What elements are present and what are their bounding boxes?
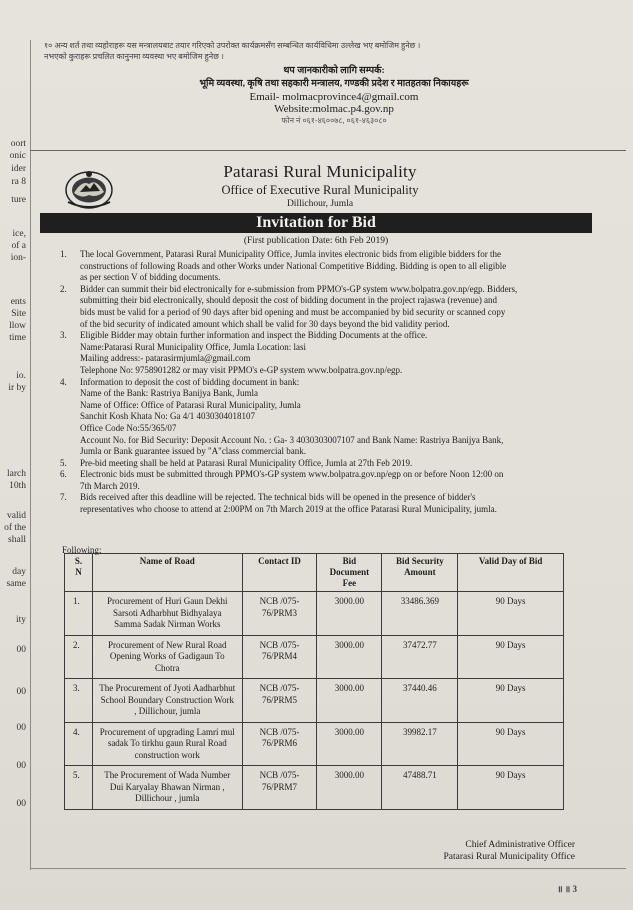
bid-condition-line: Jumla or Bank guarantee issued by "A"class commercial bank.: [80, 446, 307, 457]
bid-condition-item: [60, 469, 580, 492]
adjacent-article-fragment: ider: [11, 164, 26, 174]
bid-condition-line: Bidder can summit their bid electronically for e-submission from PPMO's-GP system www.bolpatra.gov.np/egp. Bidders,: [80, 283, 518, 294]
adjacent-article-fragment: larch: [7, 469, 26, 479]
municipality-title: Patarasi Rural Municipality: [223, 162, 417, 181]
document-fee-cell: 3000.00: [317, 766, 382, 810]
adjacent-article-fragment: day: [12, 567, 26, 577]
contract-id-cell: NCB /075-76/PRM5: [242, 679, 317, 723]
validity-cell: 90 Days: [458, 592, 564, 636]
adjacent-article-fragment: 10th: [9, 481, 26, 491]
road-name-cell: The Procurement of Jyoti Aadharbhut School Boundary Construction Work , Dillichour, jumla: [92, 679, 242, 723]
contract-id-cell: NCB /075-76/PRM3: [242, 592, 317, 636]
bid-table: [64, 553, 564, 810]
validity-cell: 90 Days: [458, 722, 564, 766]
table-row: [65, 679, 564, 723]
bid-condition-line: Telephone No: 9758901282 or may visit PPMO's e-GP system www.bolpatra.gov.np/egp.: [80, 364, 403, 375]
publication-date: (First publication Date: 6th Feb 2019): [243, 236, 389, 246]
bid-condition-line: Account No. for Bid Security: Deposit Account No. : Ga- 3 4030303007107 and Bank Name: Rastriya Banijya Bank,: [80, 434, 504, 445]
adjacent-article-fragment: Site: [11, 309, 26, 319]
nepal-emblem-logo: [64, 168, 114, 210]
office-subtitle: Office of Executive Rural Municipality: [221, 183, 419, 197]
bid-condition-line: The local Government, Patarasi Rural Municipality Office, Jumla invites electronic bids from eligible bidders for the: [80, 249, 501, 259]
bid-security-cell: 47488.71: [382, 766, 458, 810]
adjacent-article-fragment: ity: [15, 615, 26, 625]
notice-phone: फोन नं ०६१-४६००७८, ०६१-४६३०८०: [281, 116, 387, 125]
serial-number-cell: 5.: [65, 766, 93, 810]
page-number: ॥ ॥ 3: [557, 884, 577, 894]
serial-number-cell: 2.: [65, 635, 93, 679]
contract-id-cell: NCB /075-76/PRM4: [242, 635, 317, 679]
notice-email: Email- molmacprovince4@gmail.com: [249, 91, 419, 103]
bid-condition-line: Electronic bids must be submitted through PPMO's-GP system www.bolpatra.gov.np/egp on or before Noon 12:00 on: [80, 469, 504, 480]
notice-ministry-name: भूमि व्यवस्था, कृषि तथा सहकारी मन्त्रालय, गण्डकी प्रदेश र मातहतका निकायहरू: [199, 79, 469, 89]
following-label: Following:: [62, 545, 102, 555]
adjacent-article-fragment: llow: [9, 321, 26, 331]
section-divider: [30, 150, 626, 151]
adjacent-article-fragment: ice,: [12, 229, 26, 239]
document-fee-cell: 3000.00: [317, 635, 382, 679]
table-column-header: S. N: [65, 554, 93, 592]
table-column-header: Bid Document Fee: [317, 554, 382, 592]
serial-number-cell: 4.: [65, 722, 93, 766]
bid-security-cell: 37472.77: [382, 635, 458, 679]
validity-cell: 90 Days: [458, 766, 564, 810]
adjacent-article-fragment: ir by: [8, 383, 26, 393]
adjacent-article-fragment: ion-: [10, 253, 26, 263]
adjacent-article-fragment: of a: [11, 241, 26, 251]
bid-condition-line: as per section V of bidding documents.: [80, 272, 221, 283]
bid-condition-line: Eligible Bidder may obtain further information and inspect the Bidding Documents at the office.: [80, 330, 428, 341]
bid-conditions-list: [60, 249, 580, 516]
column-divider: [30, 40, 31, 870]
bid-condition-item: [60, 249, 580, 284]
bid-condition-line: 7th March 2019.: [80, 480, 140, 491]
adjacent-article-fragment: of the: [4, 523, 26, 533]
bid-condition-number: 6.: [60, 469, 67, 480]
serial-number-cell: 3.: [65, 679, 93, 723]
bid-condition-line: bids must be valid for a period of 90 days after bid opening and must be accompanied by bid security or scanned copy: [80, 306, 506, 317]
adjacent-article-fragment: 00: [16, 723, 26, 733]
table-column-header: Valid Day of Bid: [458, 554, 564, 592]
adjacent-article-fragment: 00: [16, 687, 26, 697]
notice-contact-heading: थप जानकारीको लागि सम्पर्क:: [283, 66, 385, 76]
adjacent-article-fragment: oort: [10, 139, 26, 149]
invitation-banner: Invitation for Bid: [40, 213, 592, 233]
document-fee-cell: 3000.00: [317, 722, 382, 766]
adjacent-article-fragment: ra 8: [11, 177, 26, 187]
bid-condition-item: [60, 377, 580, 458]
contract-id-cell: NCB /075-76/PRM7: [242, 766, 317, 810]
office-header: [160, 162, 480, 209]
bid-condition-number: 3.: [60, 330, 67, 341]
table-column-header: Bid Security Amount: [382, 554, 458, 592]
bid-security-cell: 37440.46: [382, 679, 458, 723]
signatory-title: Chief Administrative Officer: [465, 840, 575, 850]
bid-condition-line: Bids received after this deadline will be rejected. The technical bids will be opened in the presence of bidder's: [80, 492, 476, 503]
table-row: [65, 766, 564, 810]
table-row: [65, 635, 564, 679]
adjacent-article-fragment: same: [6, 579, 26, 589]
adjacent-article-fragment: 00: [16, 645, 26, 655]
bid-condition-number: 5.: [60, 457, 67, 468]
bid-security-cell: 33486.369: [382, 592, 458, 636]
road-name-cell: Procurement of Huri Gaun Dekhi Sarsoti Adharbhut Bidhyalaya Samma Sadak Nirman Works: [92, 592, 242, 636]
bid-condition-line: Office Code No:55/365/07: [80, 422, 177, 433]
bid-condition-line: Name of the Bank: Rastriya Banijya Bank, Jumla: [80, 388, 258, 399]
bid-condition-line: representatives who choose to attend at 2:00PM on 7th March 2019 at the office Patarasi Rural Municipality, jumla.: [80, 504, 497, 515]
bid-condition-item: [60, 330, 580, 376]
bid-condition-line: Name of Office: Office of Patarasi Rural Municipality, Jumla: [80, 399, 301, 410]
bid-condition-number: 2.: [60, 283, 67, 294]
signature-block: [444, 839, 575, 863]
contract-id-cell: NCB /075-76/PRM6: [242, 722, 317, 766]
table-header-row: [65, 554, 564, 592]
bid-condition-line: constructions of following Roads and other Works under National Competitive Bidding. Bidding is open to all eligible: [80, 260, 507, 271]
table-column-header: Name of Road: [92, 554, 242, 592]
bid-condition-line: submitting their bid electronically, should deposit the cost of bidding document in the project rajaswa (revenue) and: [80, 295, 498, 306]
signatory-office: Patarasi Rural Municipality Office: [443, 852, 575, 862]
adjacent-article-fragment: 00: [16, 799, 26, 809]
table-row: [65, 722, 564, 766]
adjacent-article-fragment: ents: [10, 297, 26, 307]
bid-condition-number: 4.: [60, 376, 67, 387]
bid-security-cell: 39982.17: [382, 722, 458, 766]
bid-condition-line: Sanchit Kosh Khata No: Ga 4/1 4030304018107: [80, 411, 255, 422]
adjacent-article-fragment: shall: [8, 535, 26, 545]
bid-condition-number: 7.: [60, 492, 67, 503]
notice-body-line: १० अन्य शर्त तथा व्यहोराहरू यस मन्त्रालयबाट तयार गरिएको उपरोक्त कार्यक्रमसँग सम्बन्धित कार्यविधिमा उल्लेख भए बमोजिम हुनेछ ।: [44, 41, 421, 50]
adjacent-article-fragment: onic: [9, 151, 26, 161]
bid-condition-line: Information to deposit the cost of bidding document in bank:: [80, 376, 300, 387]
serial-number-cell: 1.: [65, 592, 93, 636]
validity-cell: 90 Days: [458, 679, 564, 723]
road-name-cell: Procurement of upgrading Lamri mul sadak To tirkhu gaun Rural Road construction work: [92, 722, 242, 766]
page-bottom-rule: [30, 868, 626, 869]
bid-condition-item: [60, 492, 580, 515]
top-notice: [44, 40, 624, 126]
adjacent-article-fragment: time: [9, 333, 26, 343]
bid-condition-line: of the bid security of indicated amount which shall be valid for 30 days beyond the bid validity period.: [80, 318, 450, 329]
adjacent-article-fragment: ture: [11, 195, 26, 205]
road-name-cell: Procurement of New Rural Road Opening Works of Gadigaun To Chotra: [92, 635, 242, 679]
notice-body-line: नभएको कुराहरू प्रचलित कानुनमा व्यवस्था भए बमोजिम हुनेछ ।: [44, 52, 224, 61]
document-fee-cell: 3000.00: [317, 592, 382, 636]
table-column-header: Contact ID: [242, 554, 317, 592]
notice-body: [44, 40, 624, 62]
adjacent-article-fragment: valid: [7, 511, 26, 521]
bid-condition-line: Pre-bid meeting shall be held at Patarasi Rural Municipality Office, Jumla at 27th Feb 2019.: [80, 457, 413, 468]
bid-condition-item: [60, 458, 580, 470]
adjacent-article-fragment: 00: [16, 761, 26, 771]
bid-condition-line: Mailing address:- patarasirmjumla@gmail.com: [80, 353, 251, 364]
office-location: Dillichour, Jumla: [286, 199, 354, 209]
table-row: [65, 592, 564, 636]
road-name-cell: The Procurement of Wada Number Dui Karyalay Bhawan Nirman , Dillichour , jumla: [92, 766, 242, 810]
validity-cell: 90 Days: [458, 635, 564, 679]
adjacent-article-column: [0, 138, 28, 868]
bid-condition-line: Name:Patarasi Rural Municipality Office, Jumla Location: lasi: [80, 341, 307, 352]
notice-website: Website:molmac.p4.gov.np: [274, 103, 394, 115]
adjacent-article-fragment: io.: [16, 371, 26, 381]
bid-condition-number: 1.: [60, 249, 67, 259]
document-fee-cell: 3000.00: [317, 679, 382, 723]
bid-condition-item: [60, 284, 580, 330]
